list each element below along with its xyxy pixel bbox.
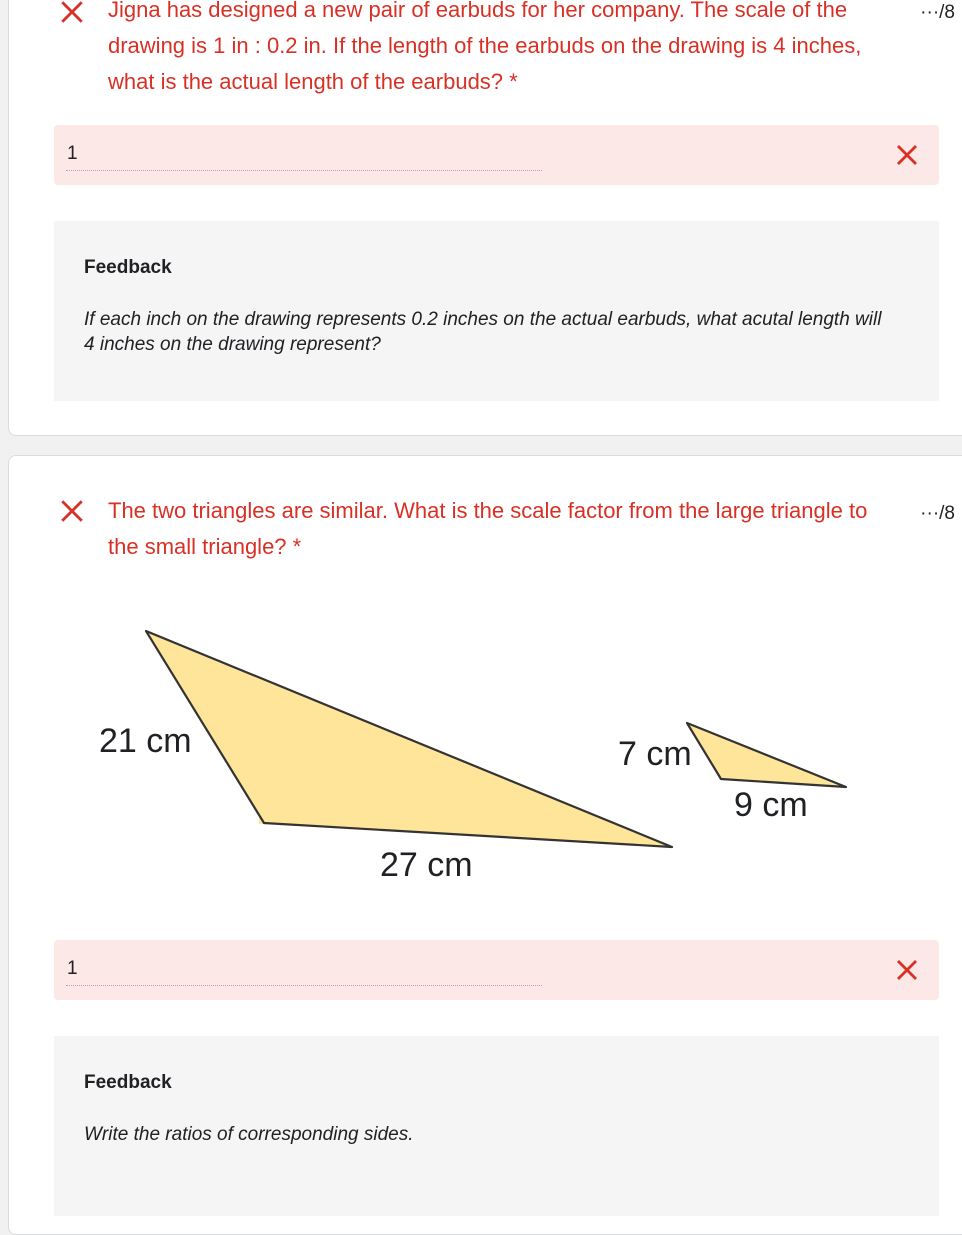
points-label: ···/8 bbox=[920, 503, 955, 524]
large-side-a-label: 21 cm bbox=[99, 722, 192, 760]
feedback-panel bbox=[54, 221, 939, 401]
feedback-title: Feedback bbox=[84, 257, 172, 278]
feedback-text: If each inch on the drawing represents 0.2 inches on the actual earbuds, what acutal length will 4 inches on the drawing represent? bbox=[84, 309, 882, 355]
incorrect-icon bbox=[59, 0, 85, 25]
large-side-b-label: 27 cm bbox=[380, 846, 473, 884]
similar-triangles-diagram bbox=[9, 456, 962, 916]
feedback-text: Write the ratios of corresponding sides. bbox=[84, 1124, 414, 1145]
wrong-answer-icon bbox=[895, 143, 919, 167]
question-text: Jigna has designed a new pair of earbuds for her company. The scale of the drawing is 1 in : 0.2 in. If the length of the earbuds on the drawing is 4 inches, what is the actual length of the earbuds? * bbox=[108, 0, 862, 94]
small-side-b-label: 9 cm bbox=[734, 786, 808, 824]
question-card-1 bbox=[8, 0, 962, 436]
points-label: ···/8 bbox=[920, 2, 955, 23]
wrong-answer-icon bbox=[895, 958, 919, 982]
question-text: The two triangles are similar. What is the scale factor from the large triangle to the small triangle? * bbox=[108, 498, 868, 559]
answer-underline bbox=[66, 170, 542, 171]
feedback-panel bbox=[54, 1036, 939, 1216]
answer-underline bbox=[66, 985, 542, 986]
answer-value: 1 bbox=[67, 143, 78, 164]
answer-field[interactable] bbox=[54, 940, 939, 1000]
question-card-2 bbox=[8, 455, 962, 1235]
small-side-a-label: 7 cm bbox=[618, 735, 692, 773]
large-triangle-outline bbox=[146, 631, 672, 847]
answer-field[interactable] bbox=[54, 125, 939, 185]
small-triangle bbox=[687, 723, 846, 787]
answer-value: 1 bbox=[67, 958, 78, 979]
feedback-title: Feedback bbox=[84, 1072, 172, 1093]
